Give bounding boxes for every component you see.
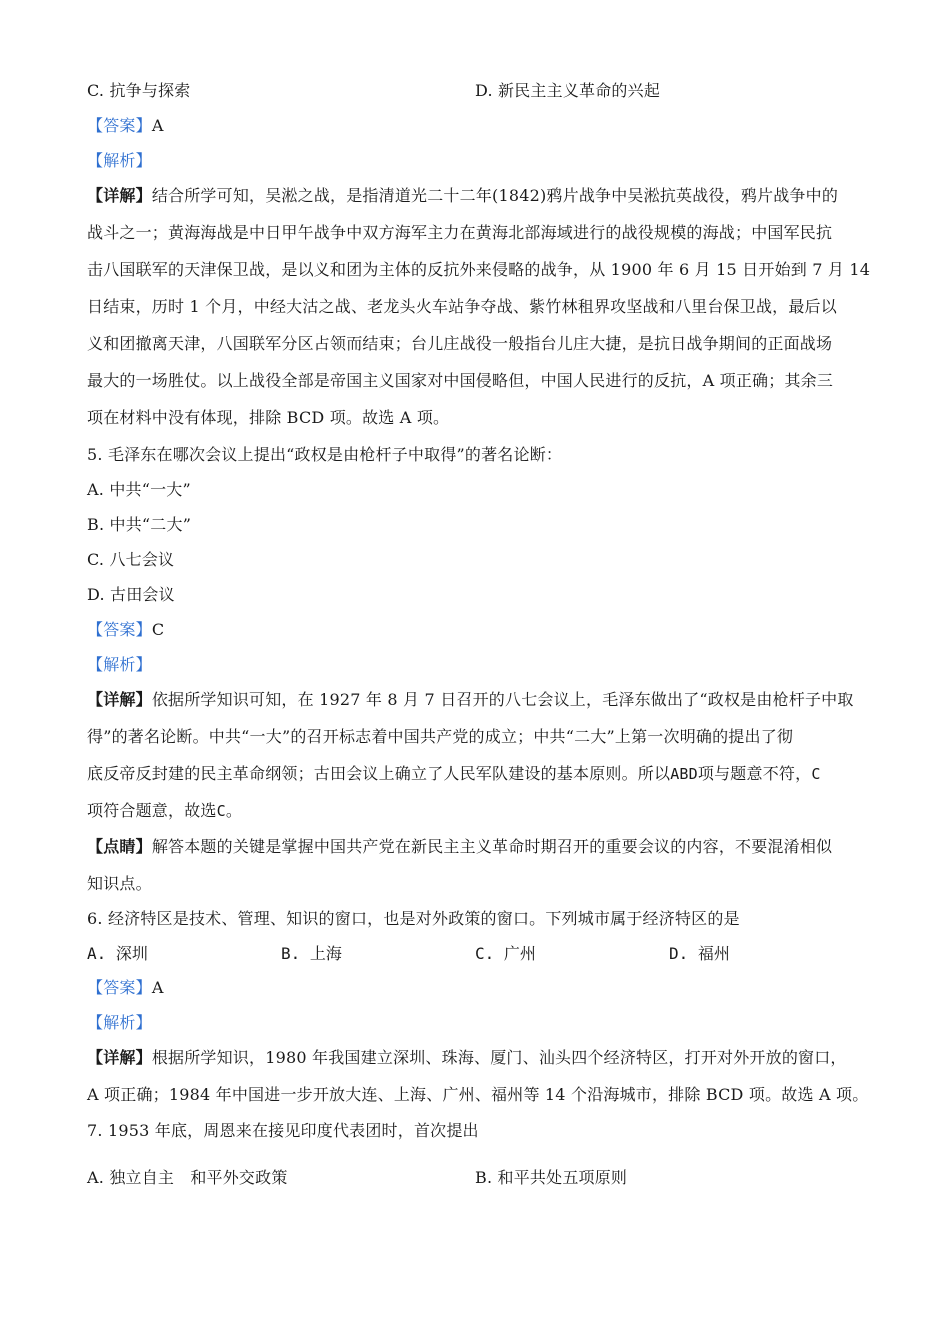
q4-analysis-tag: 【解析】 bbox=[87, 151, 152, 170]
q5-detail-line-2: 得”的著名论断。中共“一大”的召开标志着中国共产党的成立；中共“二大”上第一次明确的提出了彻 bbox=[87, 727, 794, 746]
q6-option-c: C. 广州 bbox=[475, 944, 536, 963]
detail-tag: 【详解】 bbox=[87, 1048, 152, 1067]
q4-option-d: D. 新民主主义革命的兴起 bbox=[475, 81, 661, 100]
detail-tag: 【详解】 bbox=[87, 690, 152, 709]
answer-tag: 【答案】 bbox=[87, 116, 152, 135]
q6-option-b: B. 上海 bbox=[281, 944, 342, 963]
tip-tag: 【点睛】 bbox=[87, 837, 152, 856]
q6-stem: 6. 经济特区是技术、管理、知识的窗口，也是对外政策的窗口。下列城市属于经济特区的是 bbox=[87, 909, 740, 928]
q5-answer bbox=[87, 619, 164, 641]
q4-detail-line-2: 战斗之一；黄海海战是中日甲午战争中双方海军主力在黄海北部海域进行的战役规模的海战；中国军民抗 bbox=[87, 223, 833, 242]
q5-detail-line-3: 底反帝反封建的民主革命纲领；古田会议上确立了人民军队建设的基本原则。所以ABD项与题意不符，C bbox=[87, 764, 821, 783]
q5-detail-line-1: 【详解】依据所学知识可知，在 1927 年 8 月 7 日召开的八七会议上，毛泽东做出了“政权是由枪杆子中取 bbox=[87, 690, 854, 709]
q6-detail-line-1: 【详解】根据所学知识，1980 年我国建立深圳、珠海、厦门、汕头四个经济特区，打开对外开放的窗口， bbox=[87, 1048, 847, 1067]
answer-value: A bbox=[151, 116, 164, 135]
q5-option-b: B. 中共“二大” bbox=[87, 515, 192, 534]
q4-detail-line-6: 最大的一场胜仗。以上战役全部是帝国主义国家对中国侵略但，中国人民进行的反抗，A 项正确；其余三 bbox=[87, 371, 834, 390]
q6-analysis-tag: 【解析】 bbox=[87, 1013, 152, 1032]
answer-tag: 【答案】 bbox=[87, 620, 152, 639]
q5-option-d: D. 古田会议 bbox=[87, 585, 175, 604]
q6-answer bbox=[87, 977, 164, 999]
q5-analysis-tag: 【解析】 bbox=[87, 655, 152, 674]
q4-detail-line-7: 项在材料中没有体现，排除 BCD 项。故选 A 项。 bbox=[87, 408, 450, 427]
q5-option-a: A. 中共“一大” bbox=[87, 480, 191, 499]
q4-detail-line-4: 日结束，历时 1 个月，中经大沽之战、老龙头火车站争夺战、紫竹林租界攻坚战和八里台保卫战，最后以 bbox=[87, 297, 837, 316]
q7-stem: 7. 1953 年底，周恩来在接见印度代表团时，首次提出 bbox=[87, 1121, 479, 1140]
q4-detail-line-5: 义和团撤离天津，八国联军分区占领而结束；台儿庄战役一般指台儿庄大捷，是抗日战争期间的正面战场 bbox=[87, 334, 833, 353]
q6-detail-line-2: A 项正确；1984 年中国进一步开放大连、上海、广州、福州等 14 个沿海城市，排除 BCD 项。故选 A 项。 bbox=[87, 1085, 869, 1104]
q5-stem: 5. 毛泽东在哪次会议上提出“政权是由枪杆子中取得”的著名论断： bbox=[87, 445, 563, 464]
q5-tip-line-1: 【点睛】解答本题的关键是掌握中国共产党在新民主主义革命时期召开的重要会议的内容，不要混淆相似 bbox=[87, 837, 833, 856]
q5-option-c: C. 八七会议 bbox=[87, 550, 175, 569]
q4-detail-line-3: 击八国联军的天津保卫战，是以义和团为主体的反抗外来侵略的战争，从 1900 年 6 月 15 日开始到 7 月 14 bbox=[87, 260, 871, 279]
q5-detail-line-4: 项符合题意，故选C。 bbox=[87, 801, 243, 820]
q5-tip-line-2: 知识点。 bbox=[87, 874, 152, 893]
answer-value: C bbox=[151, 620, 165, 639]
q4-answer bbox=[87, 115, 164, 137]
q4-detail-line-1: 【详解】结合所学可知，吴淞之战，是指清道光二十二年(1842)鸦片战争中吴淞抗英战役，鸦片战争中的 bbox=[87, 186, 839, 205]
answer-value: A bbox=[151, 978, 164, 997]
q7-option-a: A. 独立自主 和平外交政策 bbox=[87, 1168, 288, 1187]
q7-option-b: B. 和平共处五项原则 bbox=[475, 1168, 628, 1187]
q6-option-d: D. 福州 bbox=[669, 944, 730, 963]
q6-option-a: A. 深圳 bbox=[87, 944, 148, 963]
detail-tag: 【详解】 bbox=[87, 186, 152, 205]
q4-option-c: C. 抗争与探索 bbox=[87, 81, 191, 100]
answer-tag: 【答案】 bbox=[87, 978, 152, 997]
